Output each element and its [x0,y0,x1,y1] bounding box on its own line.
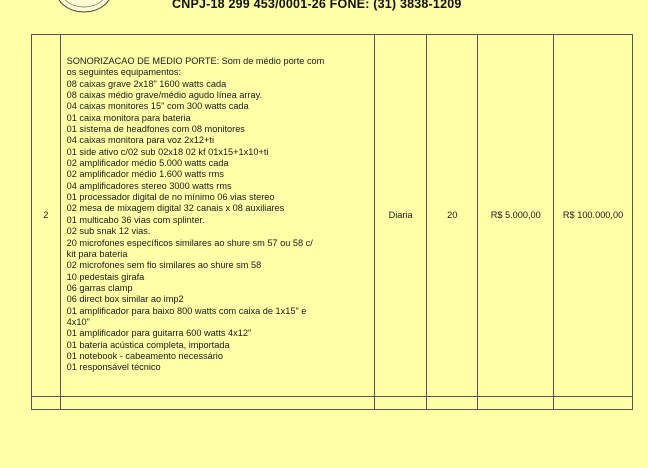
description-line: 20 microfones específicos similares ao shure sm 57 ou 58 c/ [66,237,313,248]
description-line: 01 multicabo 36 vias com splinter. [66,214,205,225]
empty-cell [478,396,554,409]
description-line: os seguintes equipamentos: [66,67,182,78]
description-line: 04 amplificadores stereo 3000 watts rms [66,180,232,191]
description-line: 02 sub snak 12 vias. [66,226,151,237]
description-line: 01 notebook - cabeamento necessário [66,350,223,361]
description-line: 02 amplificador médio 1.600 watts rms [66,169,224,180]
empty-cell [427,396,478,409]
items-table [31,34,633,410]
description-line: 01 side ativo c/02 sub 02x18 02 kf 01x15+1x10+ti [66,146,269,157]
item-description [60,35,374,397]
item-number: 2 [32,35,61,397]
description-line: 4x10" [66,316,90,327]
item-unit-price: R$ 5.000,00 [478,35,554,397]
empty-cell [60,396,374,409]
description-line: 01 caixa monitora para bateria [66,112,191,123]
empty-cell [32,396,61,409]
empty-cell [374,396,426,409]
description-line: 02 amplificador médio 5.000 watts cada [66,158,229,169]
description-line: 02 mesa de mixagem digital 32 canais x 08 auxiliares [66,203,285,214]
item-total-price: R$ 100.000,00 [554,35,633,397]
table-row [32,35,633,397]
description-line: 01 responsável técnico [66,362,161,373]
description-line: 06 garras clamp [66,282,133,293]
item-quantity: 20 [427,35,478,397]
company-seal-icon [55,0,113,14]
company-cnpj-phone: CNPJ-18 299 453/0001-26 FONE: (31) 3838-1209 [172,0,462,11]
description-line: 01 sistema de headfones com 08 monitores [66,124,245,135]
description-line: 01 amplificador para baixo 800 watts com caixa de 1x15" e [66,305,307,316]
table-row [32,396,633,409]
description-lines [67,56,368,374]
empty-cell [554,396,633,409]
description-line: SONORIZACAO DE MEDIO PORTE: Som de médio porte com [66,56,325,66]
description-line: 02 microfones sem fio similares ao shure sm 58 [66,260,262,271]
description-line: 08 caixas médio grave/médio agudo línea array. [66,90,263,101]
description-line: 04 caixas monitora para voz 2x12+ti [66,135,214,146]
item-unit: Diaria [374,35,426,397]
description-line: kit para bateria [66,248,128,259]
description-line: 06 direct box similar ao imp2 [66,294,184,305]
page-header [0,0,648,22]
description-line: 04 caixas monitores 15" com 300 watts cada [66,101,249,112]
description-line: 01 processador digital de no mínimo 06 vias stereo [66,192,275,203]
description-line: 01 amplificador para guitarra 600 watts 4x12" [66,328,252,339]
description-line: 10 pedestais girafa [66,271,145,282]
description-line: 01 bateria acústica completa, importada [66,339,230,350]
description-line: 08 caixas grave 2x18" 1600 watts cada [66,78,227,89]
